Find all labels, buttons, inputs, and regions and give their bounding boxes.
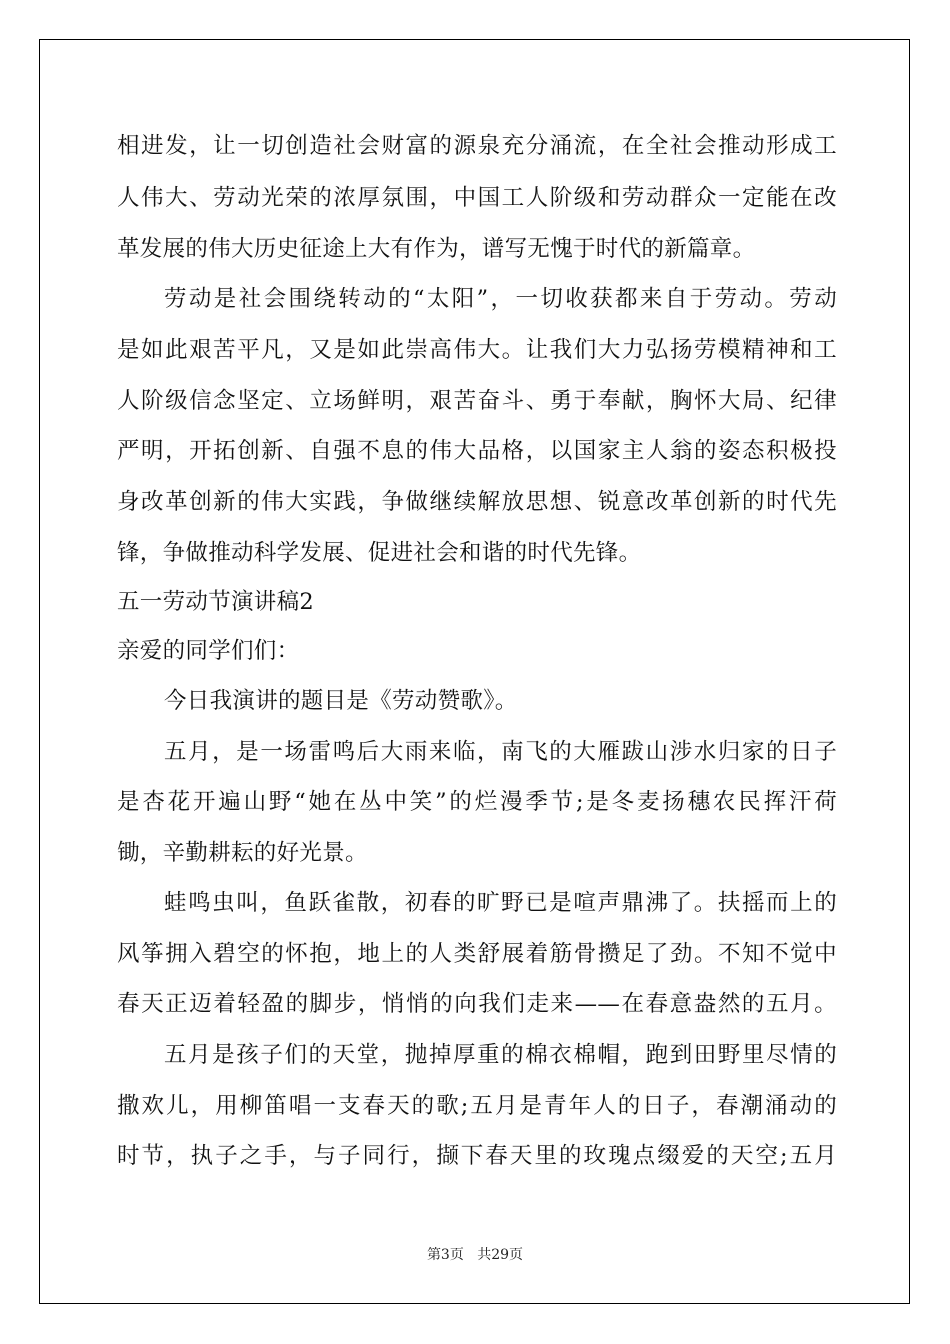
paragraph-line: 人阶级信念坚定、立场鲜明，艰苦奋斗、勇于奉献，胸怀大局、纪律: [117, 388, 837, 414]
paragraph-line: 时节，执子之手，与子同行，撷下春天里的玫瑰点缀爱的天空;五月: [117, 1143, 837, 1169]
paragraph-line: 严明，开拓创新、自强不息的伟大品格，以国家主人翁的姿态积极投: [117, 438, 837, 464]
paragraph-line: 劳动是社会围绕转动的“太阳”，一切收获都来自于劳动。劳动: [164, 286, 837, 312]
paragraph-line: 风筝拥入碧空的怀抱，地上的人类舒展着筋骨攒足了劲。不知不觉中: [117, 941, 837, 967]
page-total: 共29页: [477, 1247, 524, 1263]
page-footer: [0, 1244, 950, 1264]
paragraph-line: 相进发，让一切创造社会财富的源泉充分涌流，在全社会推动形成工: [117, 133, 837, 159]
paragraph-line: 今日我演讲的题目是《劳动赞歌》。: [164, 688, 518, 714]
paragraph-line: 蛙鸣虫叫，鱼跃雀散，初春的旷野已是喧声鼎沸了。扶摇而上的: [164, 890, 837, 916]
paragraph-line: 人伟大、劳动光荣的浓厚氛围，中国工人阶级和劳动群众一定能在改: [117, 185, 837, 211]
paragraph-line: 身改革创新的伟大实践，争做继续解放思想、锐意改革创新的时代先: [117, 489, 837, 515]
paragraph-line: 革发展的伟大历史征途上大有作为，谱写无愧于时代的新篇章。: [117, 236, 756, 262]
paragraph-line: 是如此艰苦平凡，又是如此崇高伟大。让我们大力弘扬劳模精神和工: [117, 337, 837, 363]
paragraph-line: 锋，争做推动科学发展、促进社会和谐的时代先锋。: [117, 540, 642, 566]
paragraph-line: 锄，辛勤耕耘的好光景。: [117, 840, 368, 866]
paragraph-line: 撒欢儿，用柳笛唱一支春天的歌;五月是青年人的日子，春潮涌动的: [117, 1093, 837, 1119]
paragraph-line: 春天正迈着轻盈的脚步，悄悄的向我们走来——在春意盎然的五月。: [117, 991, 837, 1017]
section-heading: 五一劳动节演讲稿2: [117, 589, 315, 615]
paragraph-line: 五月是孩子们的天堂，抛掉厚重的棉衣棉帽，跑到田野里尽情的: [164, 1042, 837, 1068]
paragraph-line: 是杏花开遍山野“她在丛中笑”的烂漫季节;是冬麦扬穗农民挥汗荷: [117, 789, 837, 815]
page-number: 第3页: [426, 1247, 464, 1263]
paragraph-line: 五月，是一场雷鸣后大雨来临，南飞的大雁跋山涉水归家的日子: [164, 739, 837, 765]
salutation: 亲爱的同学们们：: [117, 638, 300, 664]
